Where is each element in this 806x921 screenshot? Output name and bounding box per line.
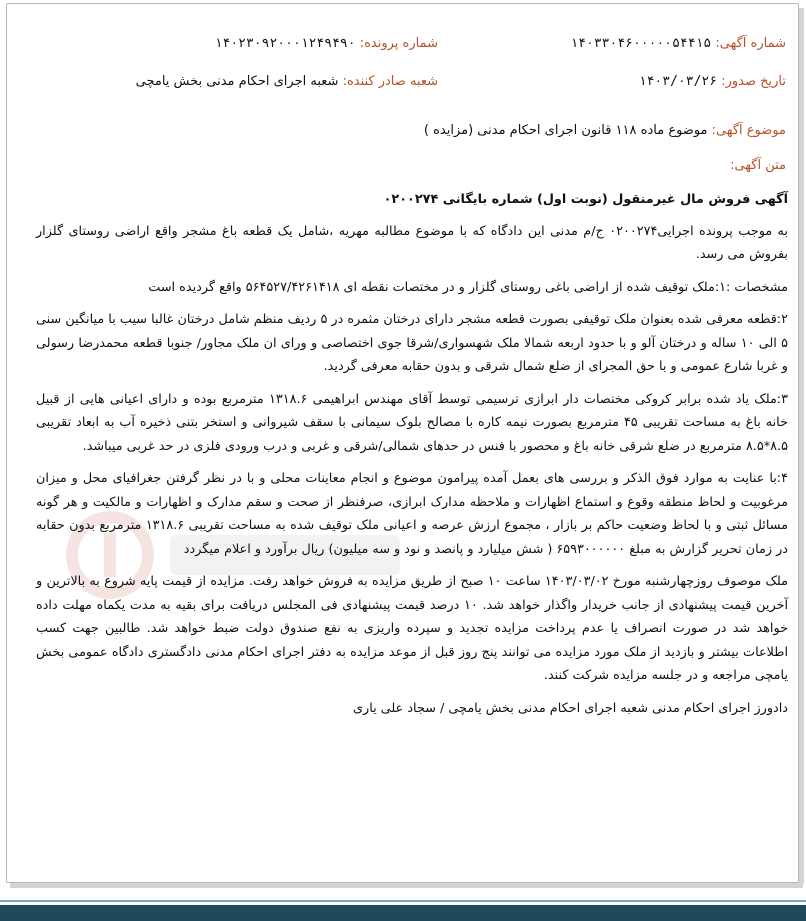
notice-title: آگهی فروش مال غیرمنقول (نوبت اول) شماره بایگانی ۰۲۰۰۲۷۴ — [383, 192, 788, 207]
notice-body — [36, 188, 788, 729]
body-label-field — [730, 156, 786, 176]
notice-paragraph-4: ۴:با عنایت به موارد فوق الذکر و بررسی های بعمل آمده پیرامون موضوع و انجام معاینات محلی و با در نظر گرفتن جغرافیای محل و میزان مرغوبیت و لحاظ منطقه وقوع و استماع اظهارات و ملاحظه مدارک ابرازی، صرفنظر از صحت و سقم مدارک و اظهارات و مالکیت و هر گونه مسائل ثبتی و با لحاظ وضعیت حاکم بر بازار ، مجموع ارزش عرصه و اعیانی ملک توقیف شده به مساحت تقریبی ۱۳۱۸.۶ مترمربع بدون حقابه در زمان تحریر گزارش به مبلغ ۶۵۹۳۰۰۰۰۰۰ ( شش میلیارد و پانصد و نود و سه میلیون) ریال برآورد و اعلام میگردد — [36, 471, 788, 557]
file-number-field — [215, 34, 438, 54]
notice-paragraph-1: مشخصات :۱:ملک توقیف شده از اراضی باغی روستای گلزار و در مختصات نقطه ای ۵۶۴۵۲۷/۴۲۶۱۴۱۸ واقع گردیده است — [148, 279, 788, 295]
issue-date-field — [639, 72, 786, 92]
footer-bar — [0, 905, 806, 921]
notice-number-label: شماره آگهی: — [715, 36, 786, 51]
notice-number-field — [570, 34, 786, 54]
issuer-value: شعبه اجرای احکام مدنی بخش یامچی — [135, 74, 339, 89]
notice-paragraph-2: ۲:قطعه معرفی شده بعنوان ملک توقیفی بصورت قطعه مشجر دارای درختان مثمره در ۵ ردیف منظم شامل درختان غالبا سیب با میانگین سنی ۵ الی ۱۰ ساله و درختان آلو و با حدود اربعه شمالا ملک شهسواری/شرقا جوی اختصاصی و ورای ان ملک مجاور/ جنوبا قطعه محمدرضا رسولی و غربا شارع عمومی و با حق المجرای از ضلع شمال شرقی و بدون حقابه معرفی گردید. — [36, 312, 788, 374]
issuer-field — [136, 72, 438, 92]
subject-field — [424, 121, 786, 141]
file-number-label: شماره پرونده: — [359, 36, 438, 51]
issue-date-label: تاریخ صدور: — [721, 74, 786, 89]
subject-value: موضوع ماده ۱۱۸ قانون اجرای احکام مدنی (مزایده ) — [423, 123, 708, 138]
notice-paragraph-3: ۳:ملک یاد شده برابر کروکی مختصات دار ابرازی ترسیمی توسط آقای مهندس ابراهیمی ۱۳۱۸.۶ مترمربع بوده و دارای اعیانی هایی از قبیل خانه باغ به مساحت تقریبی ۴۵ مترمربع بصورت نیمه کاره با مصالح بلوک سیمانی با سقف شیروانی و استخر بتنی ذخیره آب به ابعاد تقریبی ۸.۵*۸.۵ مترمربع در ضلع شرقی خانه باغ و محصور با فنس در حدهای شمالی/شرقی و غربی و درب ورودی فلزی در حد غربی میباشد. — [36, 391, 788, 454]
file-number-value: ۱۴۰۲۳۰۹۲۰۰۰۱۲۴۹۴۹۰ — [214, 36, 356, 51]
notice-paragraph-intro: به موجب پرونده اجرایی۰۲۰۰۲۷۴ ج/م مدنی این دادگاه که با موضوع مطالبه مهریه ،شامل یک قطعه باغ مشجر واقع اراضی روستای گلزار بفروش می رسد. — [36, 223, 788, 262]
body-label: متن آگهی: — [730, 158, 786, 173]
subject-label: موضوع آگهی: — [711, 123, 786, 138]
notice-signature: دادورز اجرای احکام مدنی شعبه اجرای احکام مدنی بخش یامچی / سجاد علی یاری — [353, 700, 788, 716]
issue-date-value: ۱۴۰۳/۰۳/۲۶ — [638, 74, 718, 89]
notice-number-value: ۱۴۰۳۳۰۴۶۰۰۰۰۰۵۴۴۱۵ — [570, 36, 712, 51]
issuer-label: شعبه صادر کننده: — [342, 74, 438, 89]
footer-line — [0, 900, 806, 902]
notice-paragraph-auction: ملک موصوف روزچهارشنبه مورخ ۱۴۰۳/۰۳/۰۲ ساعت ۱۰ صبح از طریق مزایده به فروش خواهد رفت. مزایده از قیمت پایه شروع به بالاترین و آخرین قیمت پیشنهادی از جانب خریدار واگذار خواهد شد. ۱۰ درصد قیمت پیشنهادی فی المجلس دریافت برای بقیه به مدت یکماه مهلت داده خواهد شد در صورت انصراف یا عدم پرداخت مزایده تجدید و سپرده واریزی به نفع صندوق دولت ضبط خواهد شد. طالبین جهت کسب اطلاعات بیشتر و بازدید از ملک مورد مزایده می توانند پنج روز قبل از موعد مزایده به دفتر اجرای احکام مدنی دادگستری دادگاه عمومی بخش یامچی مراجعه و در جلسه مزایده شرکت کنند. — [36, 574, 788, 683]
